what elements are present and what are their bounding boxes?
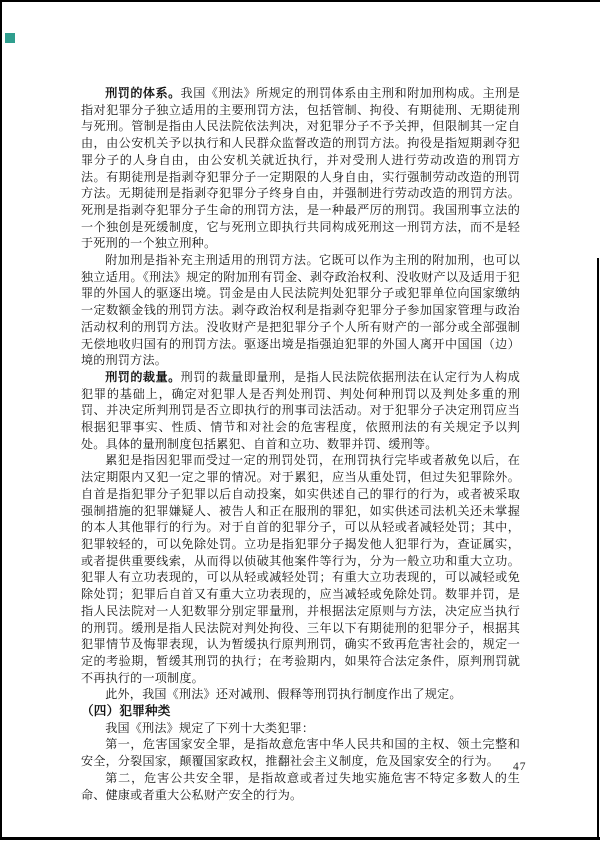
scan-edge-right bbox=[597, 258, 599, 839]
paragraph-text: 我国《刑法》规定了下列十大类犯罪： bbox=[105, 720, 315, 735]
paragraph-commutation-parole bbox=[81, 686, 520, 703]
paragraph-crime-public-safety bbox=[81, 770, 520, 803]
paragraph-lead-sentencing-discretion: 刑罚的裁量。 bbox=[105, 369, 181, 384]
paragraph-text: 第二，危害公共安全罪，是指故意或者过失地实施危害不特定多数人的生命、健康或者重大公私财产安全的行为。 bbox=[81, 770, 520, 802]
paragraph-supplementary-punishment bbox=[81, 252, 520, 369]
paragraph-recidivism-surrender-merit bbox=[81, 452, 520, 686]
paragraph-text: 刑罚的裁量即量刑，是指人民法院依据刑法在认定行为人构成犯罪的基础上，确定对犯罪人是否判处刑罚、判处何种刑罚以及判处多重的刑罚、并决定所判刑罚是否立即执行的刑事司法活动。对于犯罪分子决定刑罚应当根据犯罪事实、性质、情节和对社会的危害程度，依照刑法的有关规定予以判处。具体的量刑制度包括累犯、自首和立功、数罪并罚、缓刑等。 bbox=[81, 369, 521, 451]
paragraph-crime-national-security bbox=[81, 736, 520, 769]
page-number: 47 bbox=[513, 761, 527, 773]
paragraph-text: 第一，危害国家安全罪，是指故意危害中华人民共和国的主权、领土完整和安全，分裂国家，颠覆国家政权，推翻社会主义制度，危及国家安全的行为。 bbox=[81, 737, 520, 769]
teal-corner-marker bbox=[5, 33, 15, 43]
paragraph-crime-list-intro bbox=[81, 720, 520, 737]
paragraph-punishment-system bbox=[81, 85, 520, 252]
paragraph-text: 我国《刑法》所规定的刑罚体系由主刑和附加刑构成。主刑是指对犯罪分子独立适用的主要刑罚方法，包括管制、拘役、有期徒刑、无期徒刑与死刑。管制是指由人民法院依法判决，对犯罪分子不予关押，但限制其一定自由，由公安机关予以执行和人民群众监督改造的刑罚方法。拘役是指短期剥夺犯罪分子的人身自由，由公安机关就近执行，并对受刑人进行劳动改造的刑罚方法。有期徒刑是指剥夺犯罪分子一定期限的人身自由，实行强制劳动改造的刑罚方法。无期徒刑是指剥夺犯罪分子终身自由，并强制进行劳动改造的刑罚方法。死刑是指剥夺犯罪分子生命的刑罚方法，是一种最严厉的刑罚。我国刑事立法的一个独创是死缓制度，它与死刑立即执行共同构成死刑这一刑罚方法，而不是轻于死刑的一个独立刑种。 bbox=[81, 86, 521, 251]
page-text-block bbox=[81, 85, 520, 803]
scan-edge-top bbox=[0, 0, 600, 2]
paragraph-text: 此外，我国《刑法》还对减刑、假释等刑罚执行制度作出了规定。 bbox=[105, 687, 462, 702]
paragraph-text: 附加刑是指补充主刑适用的刑罚方法。它既可以作为主刑的附加刑，也可以独立适用。《刑法》规定的附加刑有罚金、剥夺政治权利、没收财产以及适用于犯罪的外国人的驱逐出境。罚金是由人民法院判处犯罪分子或犯罪单位向国家缴纳一定数额金钱的刑罚方法。剥夺政治权利是指剥夺犯罪分子参加国家管理与政治活动权利的刑罚方法。没收财产是把犯罪分子个人所有财产的一部分或全部强制无偿地收归国有的刑罚方法。驱逐出境是指强迫犯罪的外国人离开中国国（边）境的刑罚方法。 bbox=[81, 253, 520, 368]
scan-edge-bottom bbox=[0, 837, 600, 840]
paragraph-text: 累犯是指因犯罪而受过一定的刑罚处罚，在刑罚执行完毕或者赦免以后，在法定期限内又犯一定之罪的情况。对于累犯，应当从重处罚，但过失犯罪除外。自首是指犯罪分子犯罪以后自动投案，如实供述自己的罪行的行为，或者被采取强制措施的犯罪嫌疑人、被告人和正在服刑的罪犯，如实供述司法机关还未掌握的本人其他罪行的行为。对于自首的犯罪分子，可以从轻或者减轻处罚；其中，犯罪较轻的，可以免除处罚。立功是指犯罪分子揭发他人犯罪行为，查证属实，或者提供重要线索，从而得以侦破其他案件等行为，分为一般立功和重大立功。犯罪人有立功表现的，可以从轻或减轻处罚；有重大立功表现的，可以减轻或免除处罚；犯罪后自首又有重大立功表现的，应当减轻或免除处罚。数罪并罚，是指人民法院对一人犯数罪分别定罪量刑，并根据法定原则与方法，决定应当执行的刑罚。缓刑是指人民法院对判处拘役、三年以下有期徒刑的犯罪分子，根据其犯罪情节及悔罪表现，认为暂缓执行原判刑罚，确实不致再危害社会的，规定一定的考验期，暂缓其刑罚的执行；在考验期内，如果符合法定条件，原判刑罚就不再执行的一项制度。 bbox=[81, 453, 520, 685]
section-heading-crime-types: （四）犯罪种类 bbox=[81, 704, 171, 719]
paragraph-sentencing-discretion bbox=[81, 369, 520, 453]
paragraph-lead-punishment-system: 刑罚的体系。 bbox=[105, 86, 181, 100]
scan-edge-left bbox=[0, 0, 2, 839]
